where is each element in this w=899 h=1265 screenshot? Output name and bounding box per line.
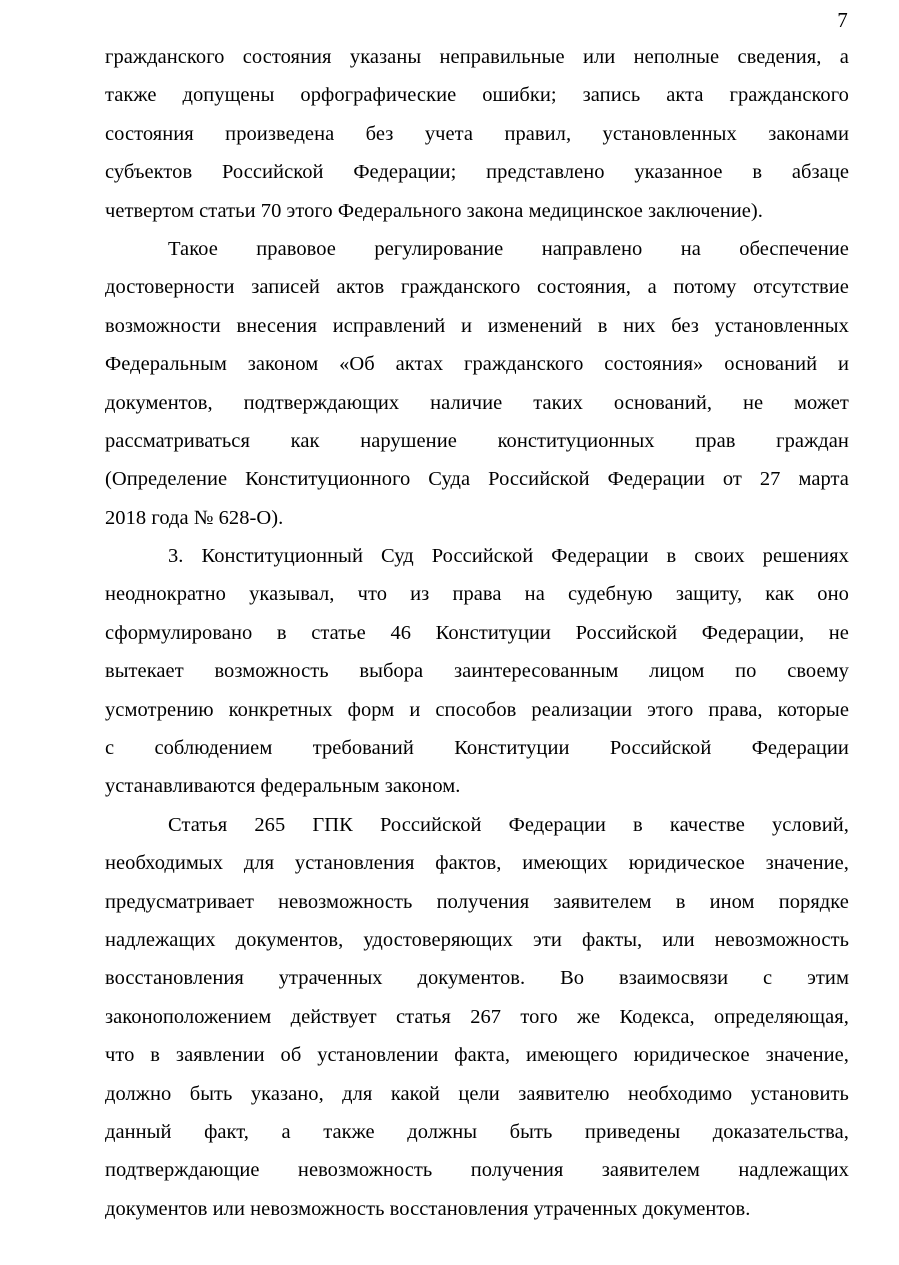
text-line: 2018 года № 628-О).	[105, 506, 284, 529]
text-line: надлежащих документов, удостоверяющих эти факты, или невозможность	[105, 928, 849, 951]
text-line: рассматриваться как нарушение конституционных прав граждан	[105, 429, 849, 452]
text-line: Федеральным законом «Об актах гражданского состояния» оснований и	[105, 353, 849, 376]
text-line: с соблюдением требований Конституции Российской Федерации	[105, 737, 849, 760]
text-line: документов, подтверждающих наличие таких оснований, не может	[105, 391, 849, 414]
text-line: должно быть указано, для какой цели заявителю необходимо установить	[105, 1082, 849, 1105]
text-line: документов или невозможность восстановления утраченных документов.	[105, 1197, 751, 1220]
paragraph	[105, 806, 849, 1228]
text-line: необходимых для установления фактов, имеющих юридическое значение,	[105, 852, 849, 875]
paragraph	[105, 230, 849, 537]
text-line: неоднократно указывал, что из права на судебную защиту, как оно	[105, 583, 849, 606]
text-line: Статья 265 ГПК Российской Федерации в качестве условий,	[168, 813, 849, 836]
text-line: 3. Конституционный Суд Российской Федерации в своих решениях	[168, 545, 849, 568]
text-line: (Определение Конституционного Суда Российской Федерации от 27 марта	[105, 468, 849, 491]
text-line: четвертом статьи 70 этого Федерального закона медицинское заключение).	[105, 199, 763, 222]
text-line: данный факт, а также должны быть приведены доказательства,	[105, 1120, 849, 1143]
text-line: сформулировано в статье 46 Конституции Российской Федерации, не	[105, 621, 849, 644]
text-line: что в заявлении об установлении факта, имеющего юридическое значение,	[105, 1044, 849, 1067]
text-line: усмотрению конкретных форм и способов реализации этого права, которые	[105, 698, 849, 721]
text-line: гражданского состояния указаны неправильные или неполные сведения, а	[105, 46, 849, 68]
text-line: устанавливаются федеральным законом.	[105, 775, 461, 798]
text-line: предусматривает невозможность получения заявителем в ином порядке	[105, 890, 849, 913]
text-line: субъектов Российской Федерации; представлено указанное в абзаце	[105, 161, 849, 184]
text-line: Такое правовое регулирование направлено на обеспечение	[168, 237, 849, 260]
text-line: восстановления утраченных документов. Во взаимосвязи с этим	[105, 967, 849, 990]
text-line: достоверности записей актов гражданского состояния, а потому отсутствие	[105, 276, 849, 299]
text-line: состояния произведена без учета правил, установленных законами	[105, 122, 849, 145]
text-line: вытекает возможность выбора заинтересованным лицом по своему	[105, 660, 849, 683]
text-line: возможности внесения исправлений и изменений в них без установленных	[105, 314, 849, 337]
page-number: 7	[837, 8, 848, 32]
text-line: подтверждающие невозможность получения заявителем надлежащих	[105, 1159, 849, 1182]
document-body	[105, 38, 849, 1228]
paragraph	[105, 38, 849, 230]
text-line: законоположением действует статья 267 того же Кодекса, определяющая,	[105, 1005, 849, 1028]
paragraph	[105, 537, 849, 806]
text-line: также допущены орфографические ошибки; запись акта гражданского	[105, 84, 849, 107]
